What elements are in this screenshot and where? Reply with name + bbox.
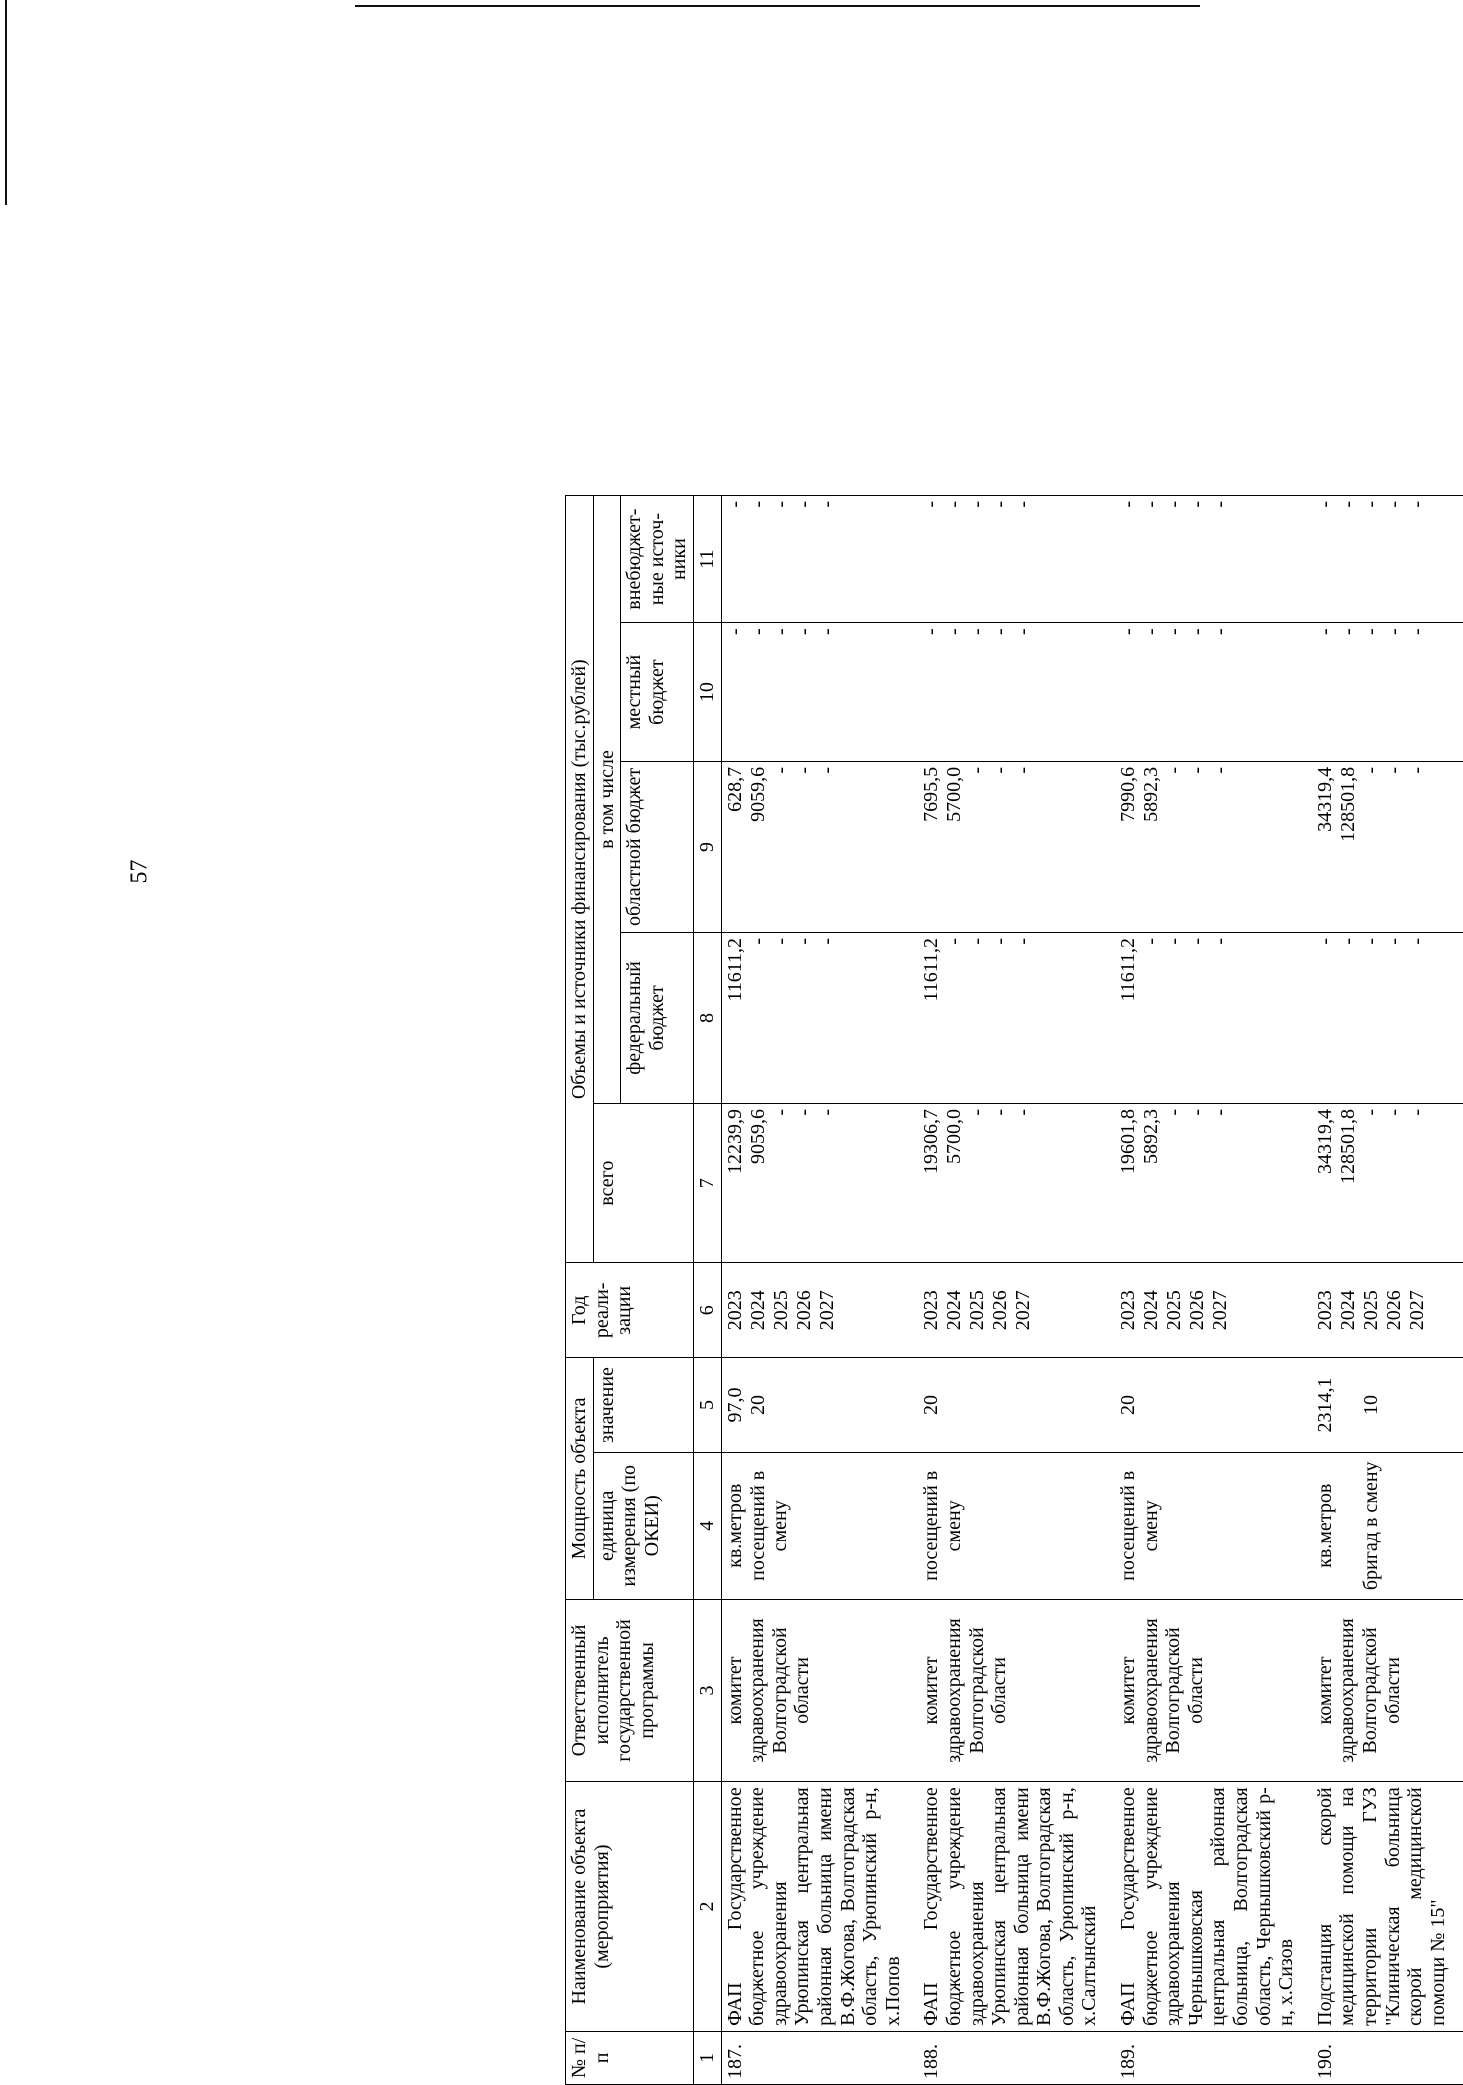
local-value: - <box>989 628 1012 635</box>
federal-value: - <box>1163 937 1186 945</box>
table-row <box>1115 496 1312 2085</box>
federal-value: - <box>1186 937 1209 945</box>
year: 2023 <box>1117 1290 1140 1331</box>
total-value: - <box>1359 1108 1382 1116</box>
regional-value: 34319,4 <box>1313 766 1336 832</box>
federal-value: 11611,2 <box>1117 937 1140 1002</box>
total-value: 5700,0 <box>943 1108 966 1164</box>
federal-value: - <box>746 937 769 945</box>
extrabudget-value: - <box>1186 501 1209 508</box>
federal-value: - <box>792 937 815 945</box>
year: 2025 <box>769 1290 792 1331</box>
extrabudget-value: - <box>989 501 1012 508</box>
header-num: № п/п <box>566 2031 694 2084</box>
extrabudget-value: - <box>1336 501 1359 508</box>
total-value: 12239,9 <box>723 1108 746 1174</box>
regional-value: - <box>989 766 1012 774</box>
total-value: 9059,6 <box>746 1108 769 1164</box>
federal-value: - <box>1313 937 1336 945</box>
regional-value: - <box>769 766 792 774</box>
capacity-unit-1: кв.метров <box>1313 1483 1336 1568</box>
table-row <box>721 496 918 2085</box>
regional-cell <box>918 761 1115 932</box>
capacity-value-1: 20 <box>920 1395 943 1416</box>
total-value: 5892,3 <box>1140 1108 1163 1164</box>
total-value: - <box>815 1108 838 1116</box>
federal-cell <box>1312 932 1463 1103</box>
row-num: 188. <box>918 2031 1115 2084</box>
total-value: - <box>1382 1108 1405 1116</box>
federal-value: - <box>966 937 989 945</box>
regional-value: - <box>792 766 815 774</box>
local-value: - <box>1382 628 1405 635</box>
year: 2026 <box>1382 1290 1405 1331</box>
extrabudget-value: - <box>815 501 838 508</box>
header-federal: федеральный бюджет <box>621 932 694 1103</box>
federal-cell <box>918 932 1115 1103</box>
extrabudget-cell <box>721 496 918 623</box>
object-name: ФАП Государственное бюджетное учреждение здравоохранения Урюпинская центральная районная больница имени В.Ф.Жогова, Волгоградская область, Урюпинский р-н, х.Попов <box>721 1782 918 2032</box>
extrabudget-value: - <box>746 501 769 508</box>
capacity-unit <box>918 1452 1115 1599</box>
header-local: местный бюджет <box>621 623 694 762</box>
spacer <box>1337 1458 1360 1594</box>
local-value: - <box>920 628 943 635</box>
header-capacity: Мощность объекта <box>566 1358 594 1600</box>
capacity-unit <box>1115 1452 1312 1599</box>
column-index-row <box>693 496 721 2085</box>
local-value: - <box>815 628 838 635</box>
capacity-unit-1: кв.метров <box>723 1483 746 1568</box>
table-row <box>1312 496 1463 2085</box>
row-num: 187. <box>721 2031 918 2084</box>
total-value: 128501,8 <box>1336 1108 1359 1184</box>
local-value: - <box>1405 628 1428 635</box>
extrabudget-value: - <box>1313 501 1336 508</box>
extrabudget-value: - <box>769 501 792 508</box>
header-total: всего <box>593 1103 693 1262</box>
regional-cell <box>1312 761 1463 932</box>
column-index: 5 <box>693 1358 721 1453</box>
extrabudget-value: - <box>1012 501 1035 508</box>
year: 2023 <box>723 1290 746 1331</box>
regional-value: - <box>1405 766 1428 774</box>
total-value: - <box>1186 1108 1209 1116</box>
year: 2026 <box>989 1290 1012 1331</box>
local-cell <box>1115 623 1312 762</box>
local-value: - <box>1117 628 1140 635</box>
capacity-unit-1: посещений в смену <box>920 1470 965 1581</box>
local-value: - <box>966 628 989 635</box>
header-including: в том числе <box>593 496 621 1104</box>
column-index: 10 <box>693 623 721 762</box>
local-value: - <box>1313 628 1336 635</box>
extrabudget-value: - <box>1140 501 1163 508</box>
regional-cell <box>1115 761 1312 932</box>
regional-value: - <box>1163 766 1186 774</box>
federal-value: 11611,2 <box>920 937 943 1002</box>
executor: комитет здравоохранения Волгоградской области <box>1115 1599 1312 1782</box>
years-cell <box>1312 1263 1463 1358</box>
spacer <box>1337 1363 1360 1447</box>
capacity-value-2: 20 <box>746 1395 769 1416</box>
total-value: 19601,8 <box>1117 1108 1140 1174</box>
table-row <box>918 496 1115 2085</box>
object-name: ФАП Государственное бюджетное учреждение здравоохранения Чернышковская центральная районная больница, Волгоградская область, Чернышковский р-н, х.Сизов <box>1115 1782 1312 2032</box>
column-index: 8 <box>693 932 721 1103</box>
federal-cell <box>1115 932 1312 1103</box>
year: 2027 <box>1405 1290 1428 1331</box>
year: 2025 <box>966 1290 989 1331</box>
year: 2027 <box>815 1290 838 1331</box>
row-num: 190. <box>1312 2031 1463 2084</box>
local-cell <box>918 623 1115 762</box>
total-value: - <box>989 1108 1012 1116</box>
total-value: - <box>1209 1108 1232 1116</box>
executor: комитет здравоохранения Волгоградской области <box>918 1599 1115 1782</box>
federal-value: - <box>1359 937 1382 945</box>
local-value: - <box>1012 628 1035 635</box>
local-value: - <box>723 628 746 635</box>
regional-value: 5892,3 <box>1140 766 1163 822</box>
total-cell <box>721 1103 918 1262</box>
header-executor: Ответственный исполнитель государственной программы <box>566 1599 694 1782</box>
year: 2027 <box>1209 1290 1232 1331</box>
extrabudget-value: - <box>1163 501 1186 508</box>
funding-table <box>565 495 1463 2085</box>
capacity-unit <box>1312 1452 1463 1599</box>
year: 2026 <box>1186 1290 1209 1331</box>
extrabudget-value: - <box>1359 501 1382 508</box>
extrabudget-value: - <box>943 501 966 508</box>
scan-edge-line <box>355 5 1200 7</box>
extrabudget-cell <box>1115 496 1312 623</box>
extrabudget-value: - <box>1405 501 1428 508</box>
extrabudget-cell <box>918 496 1115 623</box>
federal-value: - <box>1405 937 1428 945</box>
years-cell <box>918 1263 1115 1358</box>
regional-cell <box>721 761 918 932</box>
column-index: 4 <box>693 1452 721 1599</box>
total-cell <box>1115 1103 1312 1262</box>
regional-value: 5700,0 <box>943 766 966 822</box>
year: 2023 <box>920 1290 943 1331</box>
capacity-value <box>1115 1358 1312 1453</box>
year: 2027 <box>1012 1290 1035 1331</box>
capacity-unit <box>721 1452 918 1599</box>
local-cell <box>721 623 918 762</box>
local-value: - <box>1336 628 1359 635</box>
capacity-value <box>1312 1358 1463 1453</box>
local-value: - <box>1140 628 1163 635</box>
total-value: - <box>792 1108 815 1116</box>
regional-value: - <box>815 766 838 774</box>
local-value: - <box>792 628 815 635</box>
total-value: - <box>1012 1108 1035 1116</box>
regional-value: 128501,8 <box>1336 766 1359 842</box>
federal-value: - <box>1336 937 1359 945</box>
years-cell <box>721 1263 918 1358</box>
federal-value: - <box>989 937 1012 945</box>
local-value: - <box>943 628 966 635</box>
local-value: - <box>1186 628 1209 635</box>
total-value: - <box>1163 1108 1186 1116</box>
row-num: 189. <box>1115 2031 1312 2084</box>
total-value: - <box>1405 1108 1428 1116</box>
regional-value: 9059,6 <box>746 766 769 822</box>
federal-value: - <box>769 937 792 945</box>
total-cell <box>1312 1103 1463 1262</box>
object-name: Подстанция скорой медицинской помощи на территории ГУЗ "Клиническая больница скорой медицинской помощи № 15" <box>1312 1782 1463 2032</box>
column-index: 11 <box>693 496 721 623</box>
extrabudget-value: - <box>920 501 943 508</box>
extrabudget-value: - <box>792 501 815 508</box>
regional-value: 7990,6 <box>1117 766 1140 822</box>
local-value: - <box>1209 628 1232 635</box>
year: 2024 <box>746 1290 769 1331</box>
header-regional: областной бюджет <box>621 761 694 932</box>
executor: комитет здравоохранения Волгоградской области <box>721 1599 918 1782</box>
column-index: 6 <box>693 1263 721 1358</box>
regional-value: - <box>1382 766 1405 774</box>
header-value: значение <box>593 1358 693 1453</box>
local-value: - <box>746 628 769 635</box>
year: 2026 <box>792 1290 815 1331</box>
year: 2024 <box>1140 1290 1163 1331</box>
total-value: 34319,4 <box>1313 1108 1336 1174</box>
column-index: 9 <box>693 761 721 932</box>
header-name: Наименование объекта (мероприятия) <box>566 1782 694 2032</box>
column-index: 1 <box>693 2031 721 2084</box>
object-name: ФАП Государственное бюджетное учреждение здравоохранения Урюпинская центральная районная больница имени В.Ф.Жогова, Волгоградская область, Урюпинский р-н, х.Салтынский <box>918 1782 1115 2032</box>
federal-value: - <box>1012 937 1035 945</box>
capacity-value-2: 10 <box>1359 1395 1382 1416</box>
scan-edge-line-left <box>5 0 7 205</box>
federal-cell <box>721 932 918 1103</box>
column-index: 2 <box>693 1782 721 2032</box>
federal-value: - <box>1382 937 1405 945</box>
year: 2025 <box>1359 1290 1382 1331</box>
extrabudget-value: - <box>723 501 746 508</box>
column-index: 7 <box>693 1103 721 1262</box>
federal-value: - <box>1140 937 1163 945</box>
rotated-page-content <box>565 495 1455 2085</box>
regional-value: - <box>1209 766 1232 774</box>
column-index: 3 <box>693 1599 721 1782</box>
regional-value: - <box>1186 766 1209 774</box>
capacity-value-1: 2314,1 <box>1313 1377 1336 1433</box>
capacity-unit-2: посещений в смену <box>746 1470 792 1581</box>
regional-value: - <box>1012 766 1035 774</box>
years-cell <box>1115 1263 1312 1358</box>
extrabudget-value: - <box>1117 501 1140 508</box>
header-unit: единица измерения (по ОКЕИ) <box>593 1452 693 1599</box>
capacity-value-1: 97,0 <box>723 1387 746 1423</box>
capacity-unit-1: посещений в смену <box>1117 1470 1162 1581</box>
header-funding: Объемы и источники финансирования (тыс.рублей) <box>566 496 594 1263</box>
local-value: - <box>769 628 792 635</box>
extrabudget-cell <box>1312 496 1463 623</box>
capacity-value <box>918 1358 1115 1453</box>
federal-value: 11611,2 <box>723 937 746 1002</box>
extrabudget-value: - <box>1382 501 1405 508</box>
regional-value: 7695,5 <box>920 766 943 822</box>
total-value: - <box>769 1108 792 1116</box>
extrabudget-value: - <box>1209 501 1232 508</box>
total-value: 19306,7 <box>920 1108 943 1174</box>
total-cell <box>918 1103 1115 1262</box>
year: 2023 <box>1313 1290 1336 1331</box>
year: 2024 <box>943 1290 966 1331</box>
local-value: - <box>1359 628 1382 635</box>
federal-value: - <box>1209 937 1232 945</box>
federal-value: - <box>943 937 966 945</box>
header-extrabudget: внебюджет-ные источ-ники <box>621 496 694 623</box>
year: 2024 <box>1336 1290 1359 1331</box>
header-year: Год реали-зации <box>566 1263 694 1358</box>
local-value: - <box>1163 628 1186 635</box>
page-number: 57 <box>126 859 153 884</box>
regional-value: - <box>1359 766 1382 774</box>
capacity-value <box>721 1358 918 1453</box>
capacity-unit-2: бригад в смену <box>1359 1461 1382 1591</box>
table-header <box>566 496 722 2085</box>
local-cell <box>1312 623 1463 762</box>
federal-value: - <box>815 937 838 945</box>
regional-value: - <box>966 766 989 774</box>
capacity-value-1: 20 <box>1117 1395 1140 1416</box>
regional-value: 628,7 <box>723 766 746 812</box>
extrabudget-value: - <box>966 501 989 508</box>
executor: комитет здравоохранения Волгоградской области <box>1312 1599 1463 1782</box>
year: 2025 <box>1163 1290 1186 1331</box>
total-value: - <box>966 1108 989 1116</box>
